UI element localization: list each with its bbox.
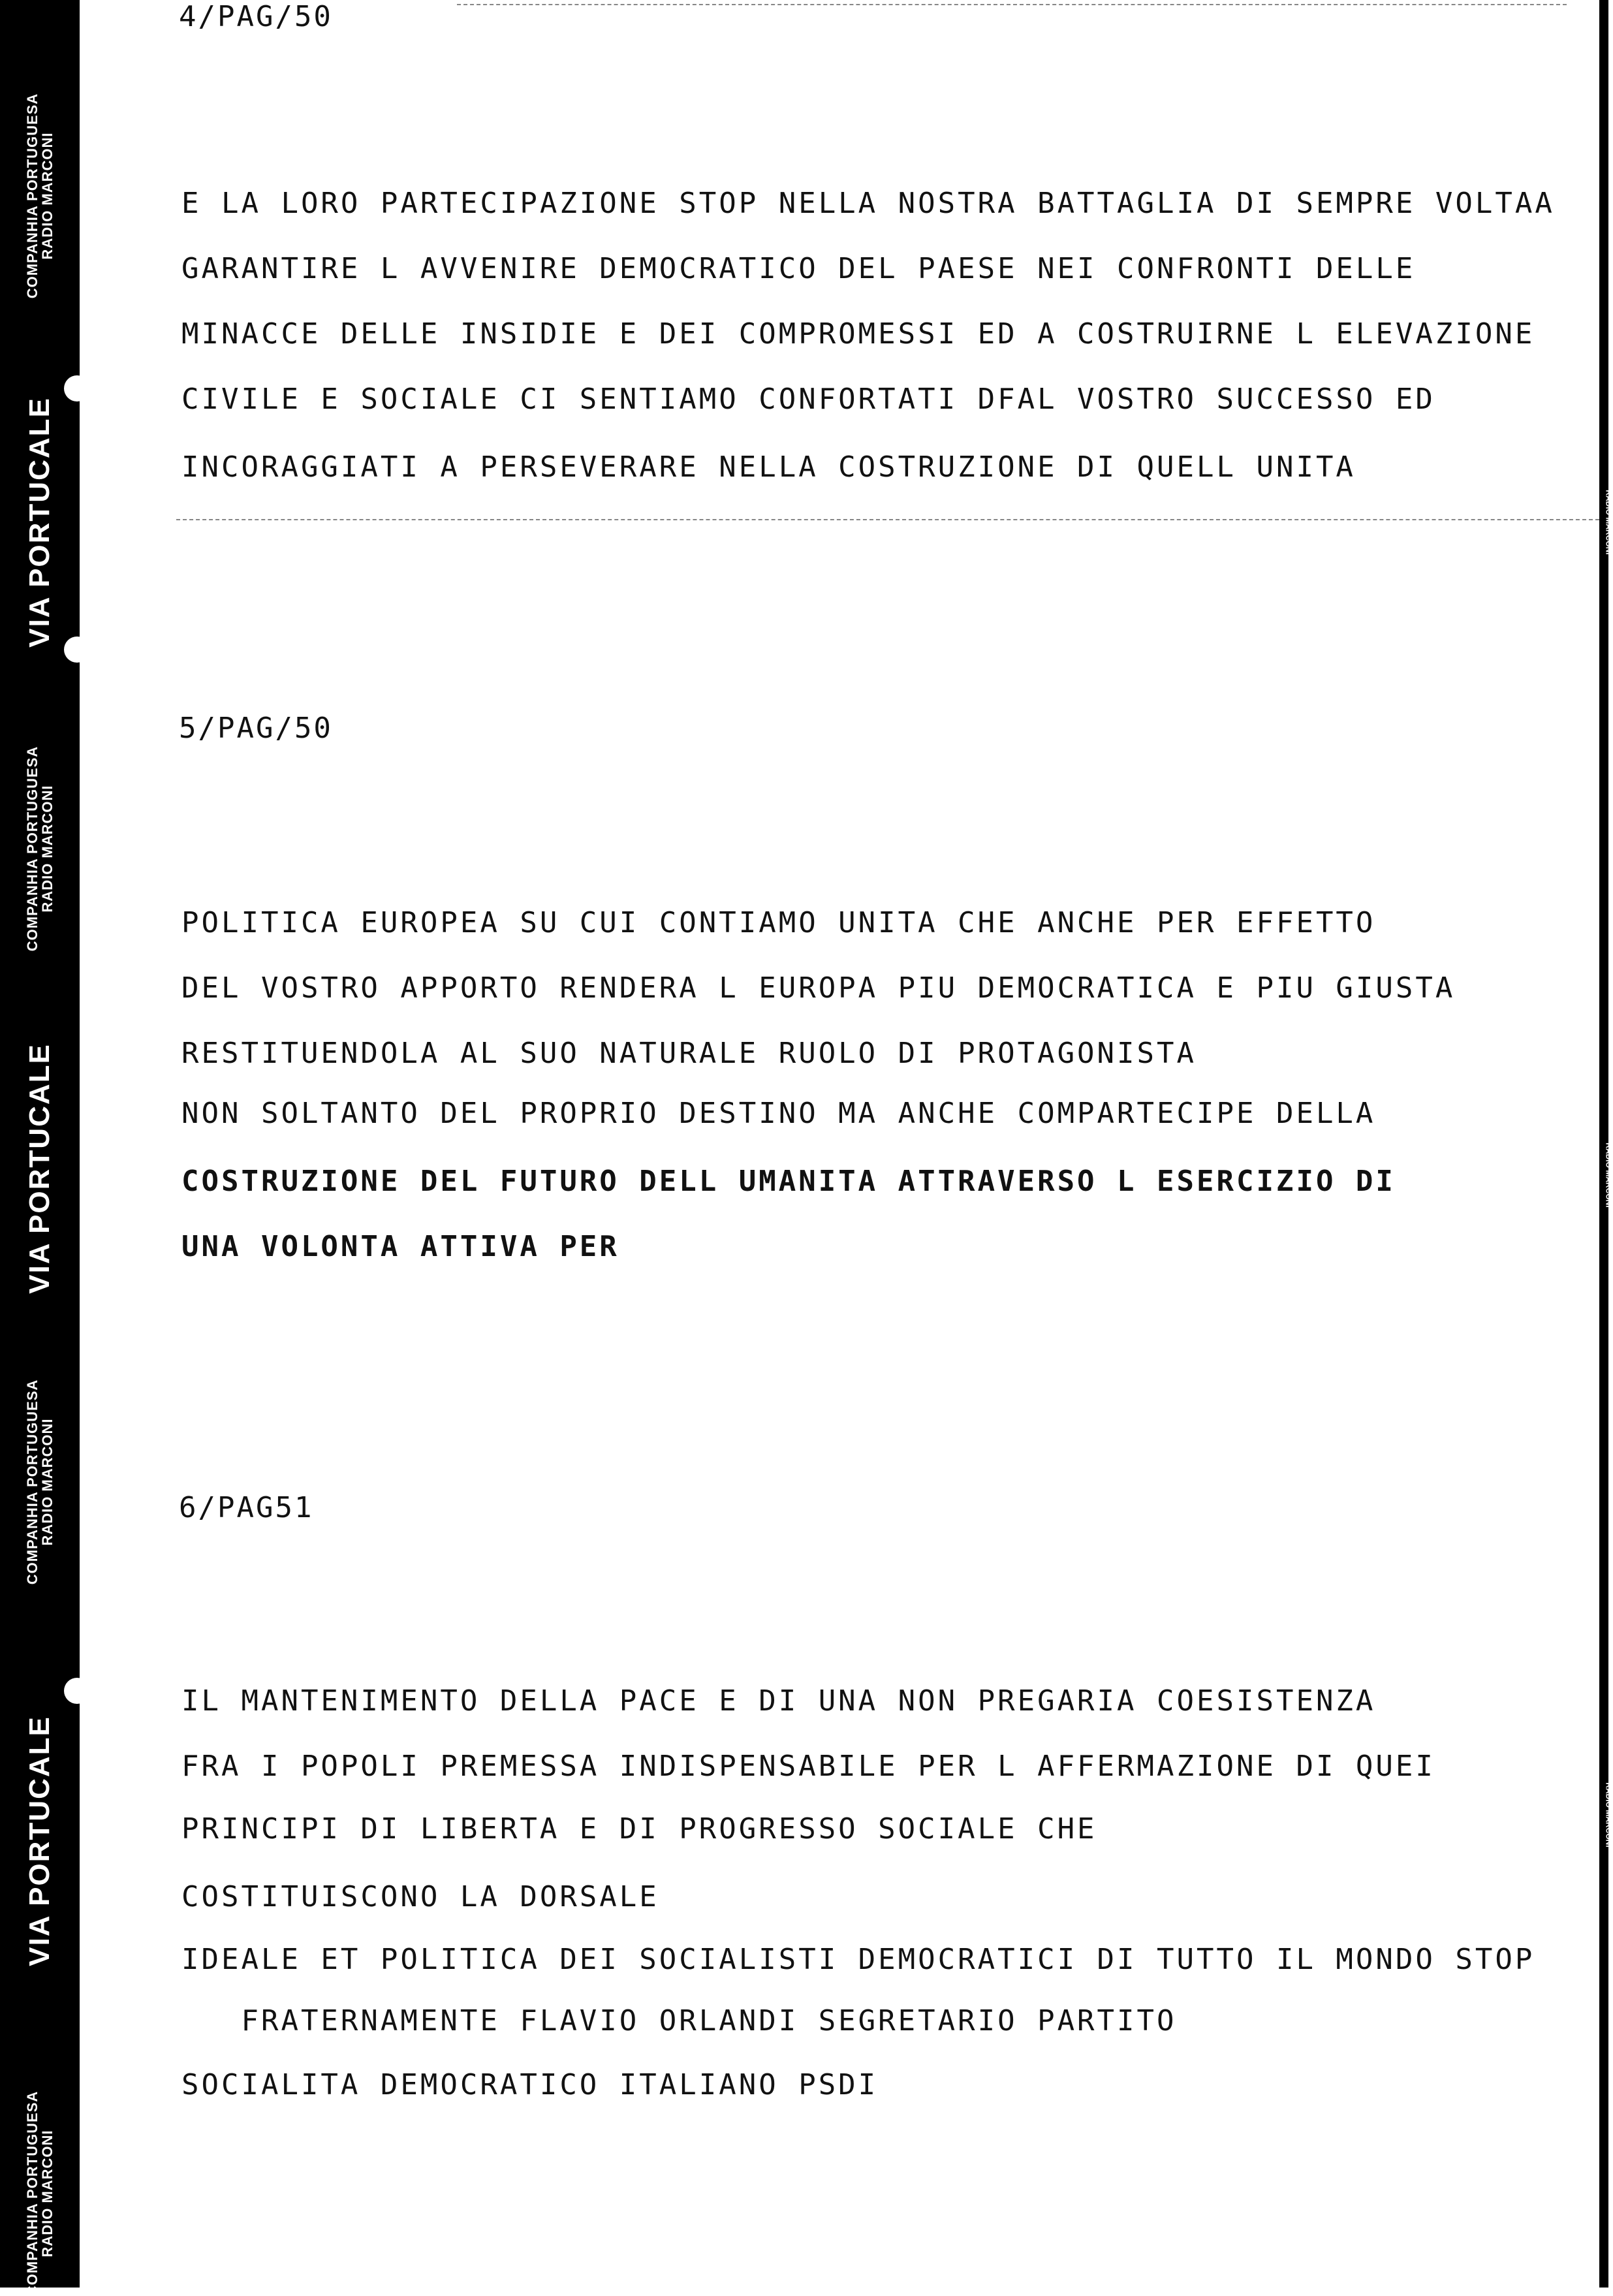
message-line: IL MANTENIMENTO DELLA PACE E DI UNA NON PREGARIA COESISTENZA	[181, 1684, 1376, 1718]
page-header: 6/PAG51	[179, 1491, 314, 1524]
message-line: MINACCE DELLE INSIDIE E DEI COMPROMESSI ED A COSTRUIRNE L ELEVAZIONE	[181, 317, 1535, 351]
strip-company-line1: COMPANHIA PORTUGUESA	[23, 93, 40, 299]
message-line: COSTRUZIONE DEL FUTURO DELL UMANITA ATTRAVERSO L ESERCIZIO DI	[181, 1165, 1396, 1198]
strip-company-line1: COMPANHIA PORTUGUESA	[23, 746, 40, 952]
strip-via-label: VIA PORTUCALE	[23, 1043, 55, 1294]
strip-via-label: VIA PORTUCALE	[23, 1716, 55, 1966]
page-header: 4/PAG/50	[179, 0, 333, 33]
right-strip-label: RADIO MARCONI	[1604, 1142, 1613, 1208]
tear-line	[176, 519, 1599, 520]
strip-company-line1: COMPANHIA PORTUGUESA	[23, 1379, 40, 1585]
message-line: UNA VOLONTA ATTIVA PER	[181, 1230, 619, 1263]
tear-line	[457, 4, 1567, 5]
message-line: DEL VOSTRO APPORTO RENDERA L EUROPA PIU DEMOCRATICA E PIU GIUSTA	[181, 971, 1456, 1005]
page-header: 5/PAG/50	[179, 712, 333, 745]
strip-company-label	[25, 1379, 55, 1585]
message-line: INCORAGGIATI A PERSEVERARE NELLA COSTRUZIONE DI QUELL UNITA	[181, 450, 1356, 484]
message-line: NON SOLTANTO DEL PROPRIO DESTINO MA ANCHE COMPARTECIPE DELLA	[181, 1097, 1376, 1130]
message-line: GARANTIRE L AVVENIRE DEMOCRATICO DEL PAESE NEI CONFRONTI DELLE	[181, 252, 1416, 285]
strip-via-label: VIA PORTUCALE	[23, 397, 55, 648]
strip-company-line2: RADIO MARCONI	[39, 132, 55, 260]
strip-company-line1: COMPANHIA PORTUGUESA	[23, 2090, 40, 2296]
strip-company-label	[25, 2091, 55, 2296]
message-line: SOCIALITA DEMOCRATICO ITALIANO PSDI	[181, 2068, 879, 2101]
message-line: COSTITUISCONO LA DORSALE	[181, 1880, 659, 1913]
right-strip-label: RADIO MARCONI	[1604, 490, 1613, 555]
message-line: FRA I POPOLI PREMESSA INDISPENSABILE PER L AFFERMAZIONE DI QUEI	[181, 1750, 1435, 1783]
message-line: IDEALE ET POLITICA DEI SOCIALISTI DEMOCRATICI DI TUTTO IL MONDO STOP	[181, 1943, 1535, 1976]
strip-notch	[64, 375, 90, 401]
strip-company-line2: RADIO MARCONI	[39, 785, 55, 913]
left-brand-strip	[0, 0, 80, 2296]
strip-notch	[64, 637, 90, 663]
right-strip-label: RADIO MARCONI	[1604, 1782, 1613, 1848]
message-line: RESTITUENDOLA AL SUO NATURALE RUOLO DI PROTAGONISTA	[181, 1037, 1197, 1070]
message-line: FRATERNAMENTE FLAVIO ORLANDI SEGRETARIO PARTITO	[181, 2004, 1177, 2037]
strip-company-line2: RADIO MARCONI	[39, 1418, 55, 1546]
strip-notch	[64, 1678, 90, 1704]
message-line: E LA LORO PARTECIPAZIONE STOP NELLA NOSTRA BATTAGLIA DI SEMPRE VOLTAA	[181, 187, 1555, 220]
message-line: POLITICA EUROPEA SU CUI CONTIAMO UNITA CHE ANCHE PER EFFETTO	[181, 906, 1376, 939]
message-line: CIVILE E SOCIALE CI SENTIAMO CONFORTATI DFAL VOSTRO SUCCESSO ED	[181, 383, 1435, 416]
strip-company-line2: RADIO MARCONI	[39, 2130, 55, 2257]
message-line: PRINCIPI DI LIBERTA E DI PROGRESSO SOCIALE CHE	[181, 1812, 1097, 1846]
strip-company-label	[25, 93, 55, 299]
strip-company-label	[25, 746, 55, 952]
